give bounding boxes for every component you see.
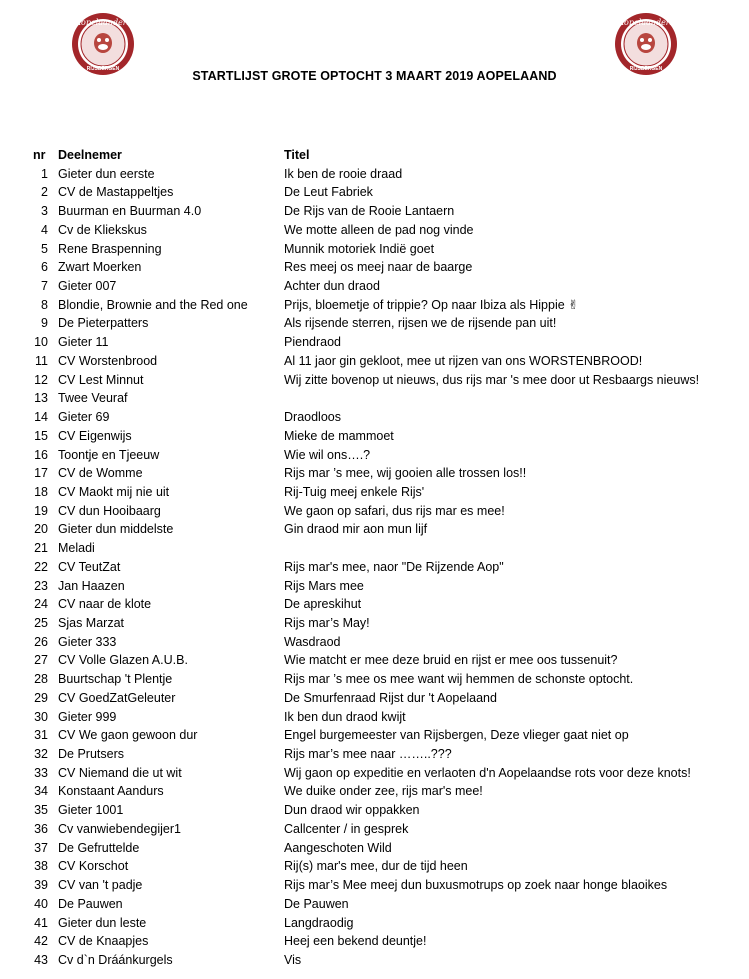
row-titel: De Smurfenraad Rijst dur 't Aopelaand	[284, 690, 497, 705]
row-deelnemer: Toontje en Tjeeuw	[58, 447, 160, 462]
row-titel: Langdraodig	[284, 915, 354, 930]
row-deelnemer: CV Worstenbrood	[58, 353, 158, 368]
logo-right-sub-text: RIJSBERGEN	[629, 66, 663, 72]
table-row	[0, 876, 749, 895]
row-nr: 8	[41, 297, 48, 312]
row-nr: 38	[34, 859, 48, 874]
row-nr: 24	[34, 597, 48, 612]
row-deelnemer: CV Lest Minnut	[58, 372, 144, 387]
row-deelnemer: CV Eigenwijs	[58, 428, 132, 443]
row-titel: Res meej os meej naar de baarge	[284, 260, 473, 275]
row-nr: 43	[34, 952, 48, 967]
table-row	[0, 427, 749, 446]
row-titel: Vis	[284, 952, 302, 967]
table-row	[0, 914, 749, 933]
row-deelnemer: CV dun Hooibaarg	[58, 503, 161, 518]
table-row	[0, 408, 749, 427]
row-nr: 25	[34, 616, 48, 630]
row-deelnemer: De Pauwen	[58, 896, 123, 911]
table-header-row	[0, 146, 749, 165]
row-titel: Draodloos	[284, 410, 341, 425]
table-row	[0, 333, 749, 352]
table-row	[0, 221, 749, 240]
row-deelnemer: CV de Mastappeltjes	[58, 185, 174, 200]
row-deelnemer: Twee Veuraf	[58, 391, 128, 406]
row-titel: Dun draod wir oppakken	[284, 803, 420, 818]
table-row	[0, 240, 749, 259]
row-titel: De Leut Fabriek	[284, 185, 373, 200]
row-titel: Munnik motoriek Indië goet	[284, 241, 435, 256]
table-row	[0, 820, 749, 839]
row-deelnemer: Buurman en Buurman 4.0	[58, 204, 202, 219]
row-titel: Wie matcht er mee deze bruid en rijst er mee oos tussenuit?	[284, 653, 618, 668]
row-nr: 7	[41, 279, 48, 294]
row-deelnemer: Sjas Marzat	[58, 616, 124, 630]
row-nr: 4	[41, 222, 48, 237]
table-row	[0, 782, 749, 801]
row-deelnemer: Cv de Kliekskus	[58, 222, 147, 237]
row-nr: 27	[34, 653, 48, 668]
row-titel: Heej een bekend deuntje!	[284, 934, 427, 949]
row-titel: De Rijs van de Rooie Lantaern	[284, 204, 455, 219]
row-nr: 5	[41, 241, 48, 256]
row-nr: 9	[41, 316, 48, 331]
row-titel: Ik ben dun draod kwijt	[284, 709, 406, 724]
header-deelnemer: Deelnemer	[58, 148, 122, 162]
row-deelnemer: CV TeutZat	[58, 559, 121, 574]
row-nr: 14	[34, 410, 48, 425]
row-nr: 37	[34, 840, 48, 855]
row-nr: 31	[34, 728, 48, 743]
table-row	[0, 857, 749, 876]
row-nr: 21	[34, 541, 48, 556]
row-titel: Als rijsende sterren, rijsen we de rijsende pan uit!	[284, 316, 557, 331]
row-titel: Prijs, bloemetje of trippie? Op naar Ibiza als Hippie ✌	[284, 297, 579, 312]
logo-left-arc-text: Aopelaanders	[75, 18, 131, 27]
row-deelnemer: Blondie, Brownie and the Red one	[58, 297, 248, 312]
row-deelnemer: Jan Haazen	[58, 578, 125, 593]
row-deelnemer: Gieter dun leste	[58, 915, 147, 930]
table-row	[0, 558, 749, 577]
aopelaanders-logo-left	[71, 12, 135, 76]
row-nr: 26	[34, 634, 48, 649]
row-deelnemer: CV de Knaapjes	[58, 934, 149, 949]
row-titel: Rijs mar’s Mee meej dun buxusmotrups op zoek naar honge blaoikes	[284, 878, 668, 893]
row-deelnemer: CV Korschot	[58, 859, 129, 874]
table-row	[0, 446, 749, 465]
table-row	[0, 520, 749, 539]
table-row	[0, 296, 749, 315]
table-row	[0, 932, 749, 951]
row-nr: 36	[34, 821, 48, 836]
table-row	[0, 371, 749, 390]
row-titel: Gin draod mir aon mun lijf	[284, 522, 428, 537]
table-row	[0, 595, 749, 614]
table-row	[0, 614, 749, 633]
row-deelnemer: Gieter 333	[58, 634, 117, 649]
row-deelnemer: Gieter dun eerste	[58, 166, 155, 181]
row-nr: 34	[34, 784, 48, 799]
row-deelnemer: Gieter 007	[58, 279, 117, 294]
row-deelnemer: De Gefruttelde	[58, 840, 140, 855]
row-titel: Aangeschoten Wild	[284, 840, 392, 855]
row-nr: 28	[34, 672, 48, 687]
row-titel: We gaon op safari, dus rijs mar es mee!	[284, 503, 505, 518]
table-row	[0, 801, 749, 820]
row-deelnemer: CV de Womme	[58, 466, 143, 481]
row-nr: 15	[34, 428, 48, 443]
table-row	[0, 539, 749, 558]
row-nr: 29	[34, 690, 48, 705]
header-nr: nr	[33, 148, 46, 162]
row-nr: 1	[41, 166, 48, 181]
row-titel: Rijs mar’s mee naar ……..???	[284, 747, 452, 762]
row-nr: 42	[34, 934, 48, 949]
row-deelnemer: Gieter dun middelste	[58, 522, 174, 537]
table-row	[0, 464, 749, 483]
row-titel: Achter dun draod	[284, 279, 380, 294]
row-titel: Callcenter / in gesprek	[284, 821, 409, 836]
row-titel: De Pauwen	[284, 896, 349, 911]
row-nr: 35	[34, 803, 48, 818]
row-nr: 17	[34, 466, 48, 481]
row-nr: 40	[34, 896, 48, 911]
row-deelnemer: Gieter 999	[58, 709, 117, 724]
table-row	[0, 726, 749, 745]
row-nr: 10	[34, 335, 48, 350]
row-deelnemer: CV Volle Glazen A.U.B.	[58, 653, 188, 668]
row-titel: Wie wil ons….?	[284, 447, 371, 462]
table-row	[0, 352, 749, 371]
row-deelnemer: Gieter 11	[58, 335, 109, 350]
row-nr: 3	[41, 204, 48, 219]
row-titel: Wij gaon op expeditie en verlaoten d'n Aopelaandse rots voor deze knots!	[284, 765, 691, 780]
table-row	[0, 165, 749, 184]
logo-right-arc-text: Aopelaanders	[618, 18, 674, 27]
table-row	[0, 258, 749, 277]
row-deelnemer: CV van 't padje	[58, 878, 143, 893]
table-row	[0, 651, 749, 670]
row-nr: 13	[34, 391, 48, 406]
row-nr: 2	[41, 185, 48, 200]
row-deelnemer: CV naar de klote	[58, 597, 152, 612]
row-deelnemer: Rene Braspenning	[58, 241, 162, 256]
row-nr: 11	[35, 353, 48, 368]
row-titel: Rij-Tuig meej enkele Rijs'	[284, 484, 425, 499]
row-titel: Piendraod	[284, 335, 341, 350]
row-nr: 12	[34, 372, 48, 387]
aopelaanders-logo-right	[614, 12, 678, 76]
row-nr: 23	[34, 578, 48, 593]
table-row	[0, 745, 749, 764]
row-deelnemer: Gieter 69	[58, 410, 110, 425]
row-nr: 18	[34, 484, 48, 499]
row-deelnemer: Meladi	[58, 541, 95, 556]
table-row	[0, 502, 749, 521]
row-nr: 16	[34, 447, 48, 462]
row-titel: Rijs mar's mee, naor "De Rijzende Aop"	[284, 559, 504, 574]
row-deelnemer: CV Niemand die ut wit	[58, 765, 182, 780]
row-deelnemer: Konstaant Aandurs	[58, 784, 164, 799]
row-deelnemer: CV Maokt mij nie uit	[58, 484, 170, 499]
row-nr: 30	[34, 709, 48, 724]
row-titel: Rijs Mars mee	[284, 578, 364, 593]
row-titel: Rijs mar ’s mee, wij gooien alle trossen los!!	[284, 466, 527, 481]
row-titel: Rijs mar ’s mee os mee want wij hemmen de schonste optocht.	[284, 672, 634, 687]
row-titel: Wij zitte bovenop ut nieuws, dus rijs mar 's mee door ut Resbaargs nieuws!	[284, 372, 700, 387]
table-row	[0, 483, 749, 502]
row-titel: De apreskihut	[284, 597, 362, 612]
row-titel: We duike onder zee, rijs mar's mee!	[284, 784, 483, 799]
table-row	[0, 389, 749, 408]
table-row	[0, 689, 749, 708]
logo-left-sub-text: RIJSBERGEN	[86, 66, 120, 72]
row-titel: Al 11 jaor gin gekloot, mee ut rijzen van ons WORSTENBROOD!	[284, 353, 643, 368]
row-deelnemer: CV GoedZatGeleuter	[58, 690, 176, 705]
row-nr: 6	[41, 260, 48, 275]
row-deelnemer: Cv d`n Dráánkurgels	[58, 952, 173, 967]
row-nr: 32	[34, 747, 48, 762]
row-titel: We motte alleen de pad nog vinde	[284, 222, 474, 237]
row-deelnemer: De Prutsers	[58, 747, 124, 762]
table-row	[0, 277, 749, 296]
row-deelnemer: Buurtschap 't Plentje	[58, 672, 173, 687]
row-titel: Engel burgemeester van Rijsbergen, Deze vlieger gaat niet op	[284, 728, 629, 743]
table-row	[0, 202, 749, 221]
table-row	[0, 314, 749, 333]
table-row	[0, 764, 749, 783]
row-nr: 19	[34, 503, 48, 518]
row-titel: Mieke de mammoet	[284, 428, 394, 443]
table-row	[0, 708, 749, 727]
table-row	[0, 839, 749, 858]
table-row	[0, 577, 749, 596]
table-row	[0, 670, 749, 689]
row-titel: Wasdraod	[284, 634, 341, 649]
row-titel: Rijs mar’s May!	[284, 616, 370, 630]
row-nr: 39	[34, 878, 48, 893]
row-titel: Rij(s) mar's mee, dur de tijd heen	[284, 859, 468, 874]
table-row	[0, 895, 749, 914]
row-nr: 20	[34, 522, 48, 537]
table-row	[0, 183, 749, 202]
page-title: STARTLIJST GROTE OPTOCHT 3 MAART 2019 AOPELAAND	[192, 69, 557, 83]
header-titel: Titel	[284, 148, 310, 162]
table-row	[0, 633, 749, 652]
row-nr: 41	[34, 915, 48, 930]
row-titel: Ik ben de rooie draad	[284, 166, 403, 181]
row-deelnemer: CV We gaon gewoon dur	[58, 728, 198, 743]
row-deelnemer: De Pieterpatters	[58, 316, 149, 331]
row-nr: 33	[34, 765, 48, 780]
row-deelnemer: Gieter 1001	[58, 803, 124, 818]
row-nr: 22	[34, 559, 48, 574]
row-deelnemer: Cv vanwiebendegijer1	[58, 821, 181, 836]
table-row	[0, 951, 749, 970]
row-deelnemer: Zwart Moerken	[58, 260, 142, 275]
